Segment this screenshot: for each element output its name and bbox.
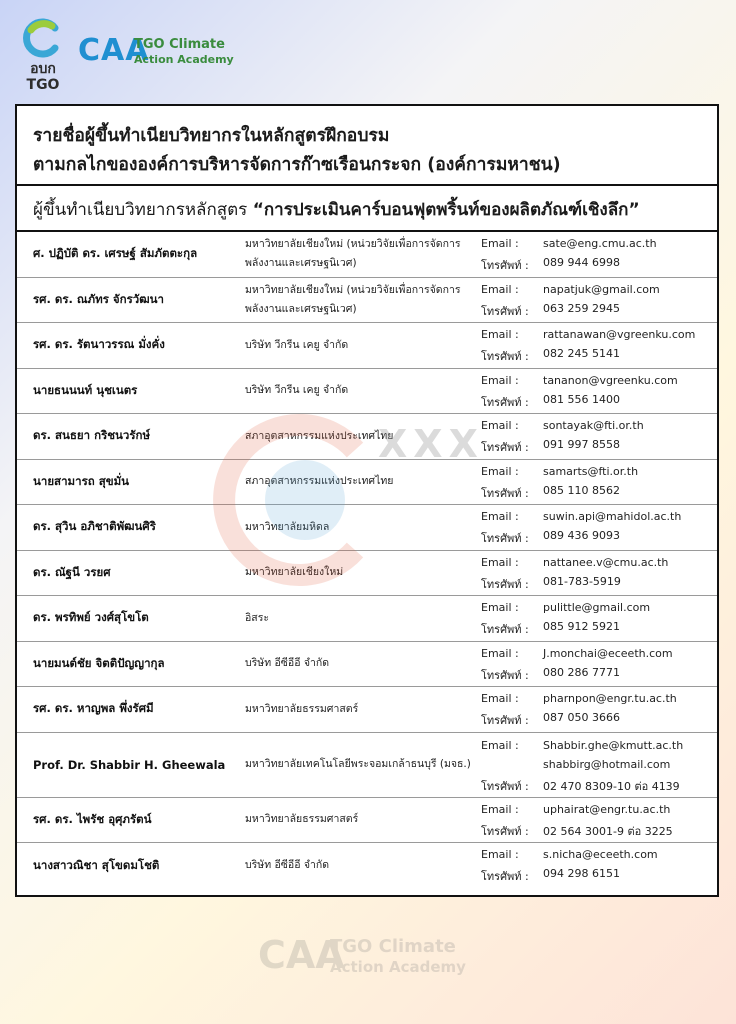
contact-info bbox=[481, 687, 719, 732]
email-link[interactable]: uphairat@engr.tu.ac.th bbox=[543, 802, 671, 816]
phone-label: โทรศัพท์ : bbox=[481, 623, 529, 636]
email-link[interactable]: shabbirg@hotmail.com bbox=[543, 757, 671, 771]
contact-info bbox=[481, 596, 719, 641]
email-link[interactable]: rattanawan@vgreenku.com bbox=[543, 328, 696, 341]
speaker-organization bbox=[245, 798, 477, 843]
email-label: Email : bbox=[481, 373, 519, 387]
phone-number: 085 110 8562 bbox=[543, 483, 620, 497]
speaker-name: นายมนต์ชัย จิตติปัญญากุล bbox=[33, 655, 165, 670]
contact-info bbox=[481, 369, 719, 414]
speaker-organization bbox=[245, 843, 477, 889]
title-line-1: รายชื่อผู้ขึ้นทำเนียบวิทยากรในหลักสูตรฝึกอบรม bbox=[33, 126, 390, 146]
phone-number: 02 470 8309-10 ต่อ 4139 bbox=[543, 779, 680, 793]
email-link[interactable]: pharnpon@engr.tu.ac.th bbox=[543, 692, 677, 705]
table-row bbox=[17, 642, 717, 688]
contact-info bbox=[481, 414, 719, 459]
organization-line: มหาวิทยาลัยเชียงใหม่ (หน่วยวิจัยเพื่อการจัดการ bbox=[245, 238, 461, 251]
email-link[interactable]: s.nicha@eceeth.com bbox=[543, 848, 658, 861]
table-row bbox=[17, 278, 717, 324]
organization-line: สภาอุตสาหกรรมแห่งประเทศไทย bbox=[245, 429, 394, 442]
speaker-name: รศ. ดร. ณภัทร จักรวัฒนา bbox=[33, 291, 164, 306]
phone-label: โทรศัพท์ : bbox=[481, 714, 529, 727]
phone-number: 085 912 5921 bbox=[543, 620, 620, 633]
speaker-name: ดร. สนธยา กริชนวรักษ์ bbox=[33, 428, 151, 443]
title-line-2: ตามกลไกขององค์การบริหารจัดการก๊าซเรือนกระจก (องค์การมหาชน) bbox=[33, 155, 561, 175]
speaker-name: รศ. ดร. ไพรัช อุศุภรัตน์ bbox=[33, 811, 152, 826]
table-row bbox=[17, 323, 717, 369]
table-row bbox=[17, 596, 717, 642]
organization-line: พลังงานและเศรษฐนิเวศ) bbox=[245, 302, 357, 315]
phone-number: 089 436 9093 bbox=[543, 529, 620, 542]
speaker-name: นางสาวณิชา สุโขดมโชติ bbox=[33, 857, 160, 872]
organization-line: มหาวิทยาลัยมหิดล bbox=[245, 520, 330, 533]
phone-label: โทรศัพท์ : bbox=[481, 441, 529, 454]
phone-label: โทรศัพท์ : bbox=[481, 395, 529, 409]
tgo-logo bbox=[18, 18, 68, 96]
organization-line: มหาวิทยาลัยธรรมศาสตร์ bbox=[245, 702, 359, 715]
phone-number: 02 564 3001-9 ต่อ 3225 bbox=[543, 824, 673, 838]
contact-info bbox=[481, 551, 719, 596]
table-row bbox=[17, 551, 717, 597]
speaker-table bbox=[17, 232, 717, 889]
organization-line: บริษัท อีซีอีอี จำกัด bbox=[245, 859, 330, 872]
phone-label: โทรศัพท์ : bbox=[481, 870, 529, 883]
phone-label: โทรศัพท์ : bbox=[481, 350, 529, 363]
speaker-name: นายสามารถ สุขมั่น bbox=[33, 473, 130, 488]
email-link[interactable]: nattanee.v@cmu.ac.th bbox=[543, 555, 669, 569]
brand-line1: TGO Climate bbox=[134, 37, 225, 52]
phone-number: 081 556 1400 bbox=[543, 392, 620, 406]
email-link[interactable]: tananon@vgreenku.com bbox=[543, 373, 678, 387]
contact-info bbox=[481, 278, 719, 323]
speaker-name: ดร. ณัฐนี วรยศ bbox=[33, 564, 111, 579]
phone-number: 063 259 2945 bbox=[543, 301, 620, 315]
course-name: “การประเมินคาร์บอนฟุตพริ้นท์ของผลิตภัณฑ์เชิงลึก” bbox=[252, 200, 640, 220]
table-row bbox=[17, 687, 717, 733]
email-label: Email : bbox=[481, 692, 519, 705]
organization-line: มหาวิทยาลัยเชียงใหม่ (หน่วยวิจัยเพื่อการจัดการ bbox=[245, 283, 461, 296]
speaker-list-panel bbox=[15, 104, 719, 897]
organization-line: อิสระ bbox=[245, 611, 269, 624]
organization-line: บริษัท วีกรีน เคยู จำกัด bbox=[245, 384, 349, 397]
table-row bbox=[17, 232, 717, 278]
brand-line2: Action Academy bbox=[134, 53, 234, 66]
organization-line: มหาวิทยาลัยเทคโนโลยีพระจอมเกล้าธนบุรี (มจธ.) bbox=[245, 758, 471, 770]
speaker-name: ดร. พรทิพย์ วงศ์สุโขโต bbox=[33, 610, 149, 625]
speaker-name: ดร. สุวิน อภิชาติพัฒนศิริ bbox=[33, 519, 156, 534]
email-link[interactable]: sontayak@fti.or.th bbox=[543, 419, 644, 432]
phone-label: โทรศัพท์ : bbox=[481, 824, 529, 838]
phone-number: 081-783-5919 bbox=[543, 574, 621, 588]
contact-info bbox=[481, 323, 719, 368]
contact-info bbox=[481, 505, 719, 550]
panel-title bbox=[17, 106, 717, 186]
phone-number: 080 286 7771 bbox=[543, 665, 620, 679]
phone-number: 082 245 5141 bbox=[543, 347, 620, 360]
footer-brand bbox=[258, 930, 478, 990]
speaker-organization bbox=[245, 596, 477, 641]
speaker-name: ศ. ปฏิบัติ ดร. เศรษฐ์ สัมภัตตะกุล bbox=[33, 246, 198, 261]
table-row bbox=[17, 460, 717, 506]
email-label: Email : bbox=[481, 802, 519, 816]
course-subtitle bbox=[17, 186, 717, 232]
speaker-name: Prof. Dr. Shabbir H. Gheewala bbox=[33, 757, 226, 772]
footer-line1: TGO Climate bbox=[330, 936, 456, 957]
email-label: Email : bbox=[481, 464, 519, 478]
logo-tgo-text: TGO bbox=[26, 77, 60, 93]
phone-number: 087 050 3666 bbox=[543, 711, 620, 724]
phone-number: 089 944 6998 bbox=[543, 256, 620, 269]
brand-caa-text: CAA bbox=[78, 33, 150, 68]
email-label: Email : bbox=[481, 510, 519, 523]
email-label: Email : bbox=[481, 555, 519, 569]
table-row bbox=[17, 733, 717, 798]
email-link[interactable]: pulittle@gmail.com bbox=[543, 601, 651, 614]
table-row bbox=[17, 843, 717, 889]
speaker-name: รศ. ดร. รัตนาวรรณ มั่งคั่ง bbox=[33, 337, 165, 352]
footer-line2: Action Academy bbox=[330, 958, 466, 976]
email-label: Email : bbox=[481, 601, 519, 614]
organization-line: มหาวิทยาลัยเชียงใหม่ bbox=[245, 566, 344, 579]
watermark-text: XXX bbox=[378, 422, 484, 466]
email-link[interactable]: samarts@fti.or.th bbox=[543, 464, 639, 478]
table-row bbox=[17, 369, 717, 415]
contact-info bbox=[481, 798, 719, 843]
phone-label: โทรศัพท์ : bbox=[481, 532, 529, 545]
speaker-organization bbox=[245, 369, 477, 414]
phone-number: 094 298 6151 bbox=[543, 867, 620, 880]
speaker-name: นายธนนนท์ นุชเนตร bbox=[33, 382, 138, 397]
speaker-organization bbox=[245, 733, 477, 797]
contact-info bbox=[481, 642, 719, 687]
speaker-organization bbox=[245, 505, 477, 550]
speaker-organization bbox=[245, 460, 477, 505]
speaker-organization bbox=[245, 414, 477, 459]
email-label: Email : bbox=[481, 419, 519, 432]
table-row bbox=[17, 505, 717, 551]
contact-info bbox=[481, 460, 719, 505]
phone-label: โทรศัพท์ : bbox=[481, 668, 529, 682]
email-label: Email : bbox=[481, 848, 519, 861]
phone-label: โทรศัพท์ : bbox=[481, 577, 529, 591]
subtitle-prefix: ผู้ขึ้นทำเนียบวิทยากรหลักสูตร bbox=[33, 200, 253, 220]
organization-line: บริษัท วีกรีน เคยู จำกัด bbox=[245, 338, 349, 351]
email-label: Email : bbox=[481, 282, 519, 296]
logo-thai-text: อบก bbox=[30, 61, 56, 77]
phone-number: 091 997 8558 bbox=[543, 438, 620, 451]
organization-line: สภาอุตสาหกรรมแห่งประเทศไทย bbox=[245, 475, 394, 488]
contact-info bbox=[481, 843, 719, 889]
speaker-organization bbox=[245, 551, 477, 596]
speaker-organization bbox=[245, 323, 477, 368]
speaker-organization bbox=[245, 278, 477, 323]
speaker-organization bbox=[245, 642, 477, 687]
email-link[interactable]: napatjuk@gmail.com bbox=[543, 282, 660, 296]
organization-line: มหาวิทยาลัยธรรมศาสตร์ bbox=[245, 813, 359, 826]
contact-info bbox=[481, 232, 719, 277]
email-link[interactable]: Shabbir.ghe@kmutt.ac.th bbox=[543, 738, 684, 752]
organization-line: พลังงานและเศรษฐนิเวศ) bbox=[245, 257, 357, 270]
email-label: Email : bbox=[481, 328, 519, 341]
contact-info bbox=[481, 733, 719, 797]
table-row bbox=[17, 798, 717, 844]
email-link[interactable]: suwin.api@mahidol.ac.th bbox=[543, 510, 682, 523]
organization-line: บริษัท อีซีอีอี จำกัด bbox=[245, 657, 330, 670]
speaker-organization bbox=[245, 232, 477, 277]
phone-label: โทรศัพท์ : bbox=[481, 259, 529, 272]
tgo-c-icon bbox=[22, 18, 62, 58]
footer-caa-text: CAA bbox=[258, 933, 345, 977]
speaker-name: รศ. ดร. หาญพล พึ่งรัศมี bbox=[33, 701, 154, 716]
email-link[interactable]: J.monchai@eceeth.com bbox=[543, 646, 673, 660]
phone-label: โทรศัพท์ : bbox=[481, 304, 529, 318]
top-bar bbox=[0, 0, 736, 100]
phone-label: โทรศัพท์ : bbox=[481, 486, 529, 500]
email-label: Email : bbox=[481, 237, 519, 250]
speaker-organization bbox=[245, 687, 477, 732]
email-link[interactable]: sate@eng.cmu.ac.th bbox=[543, 237, 657, 250]
email-label: Email : bbox=[481, 738, 519, 752]
phone-label: โทรศัพท์ : bbox=[481, 779, 529, 793]
table-row bbox=[17, 414, 717, 460]
email-label: Email : bbox=[481, 646, 519, 660]
